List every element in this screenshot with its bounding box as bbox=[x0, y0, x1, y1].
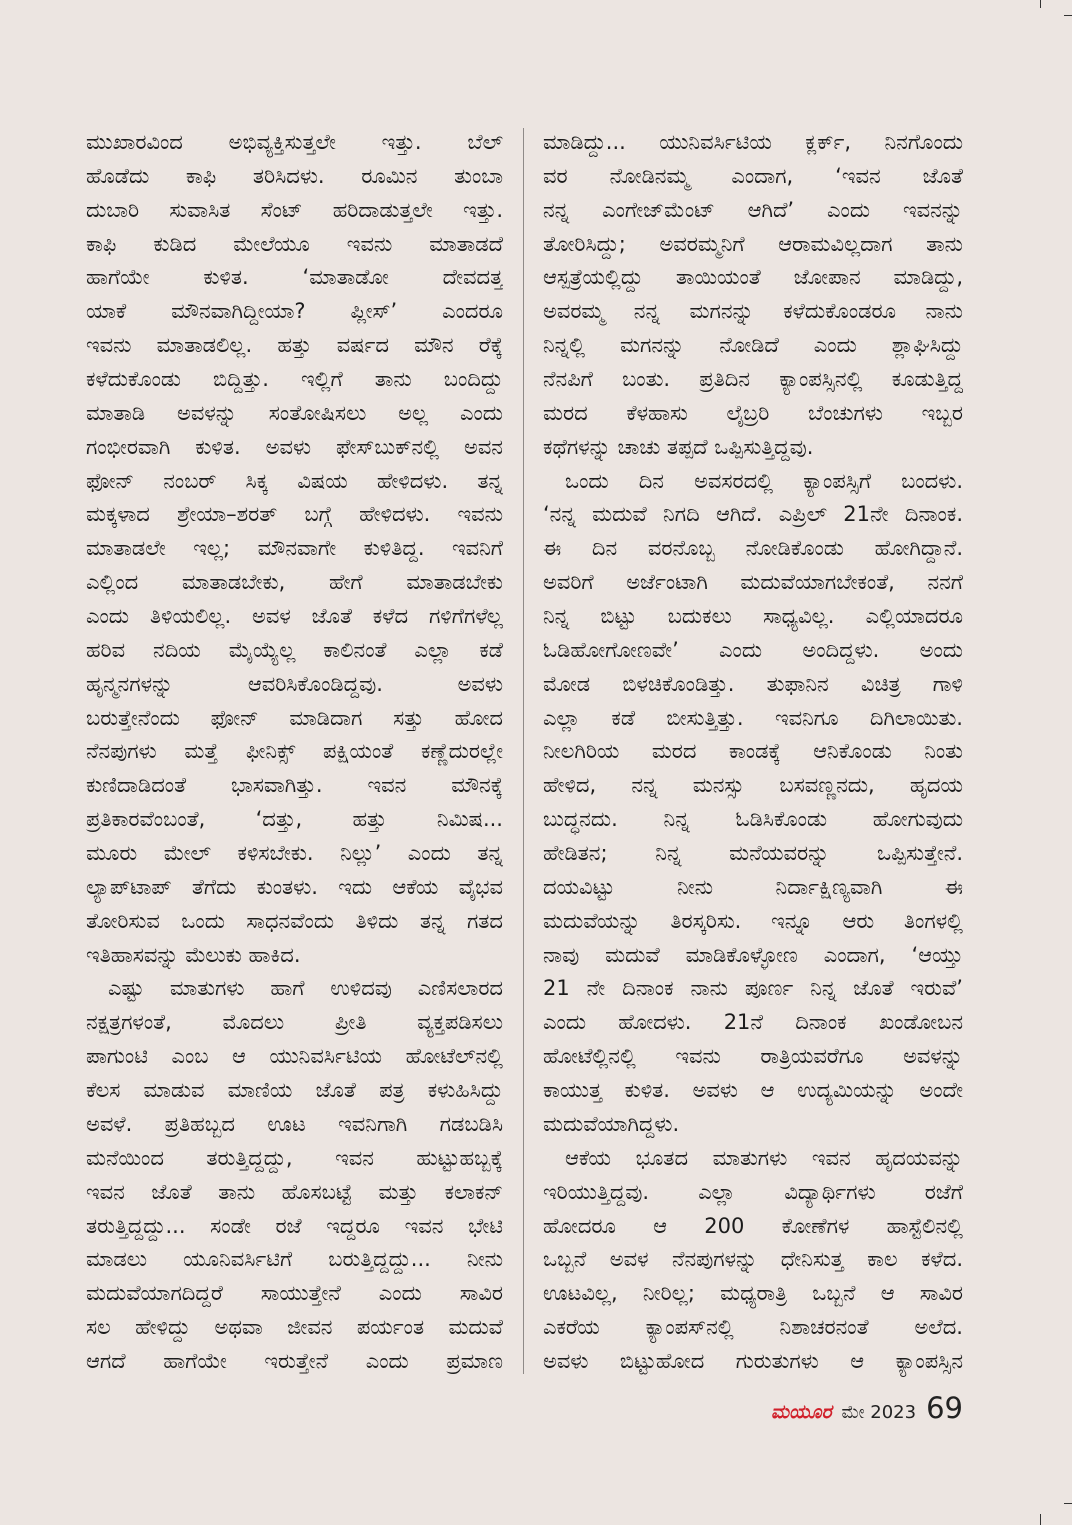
text-line: ಇತಿಹಾಸವನ್ನು ಮೆಲುಕು ಹಾಕಿದ. bbox=[86, 942, 301, 967]
text-line: ನೆನಪಿಗೆ ಬಂತು. ಪ್ರತಿದಿನ ಕ್ಯಾಂಪಸ್ಸಿನಲ್ಲಿ ಕೂಡುತ್ತಿದ್ದ bbox=[543, 367, 963, 392]
text-line: ಮಾತಾಡಲೇ ಇಲ್ಲ; ಮೌನವಾಗೇ ಕುಳಿತಿದ್ದ. ಇವನಿಗೆ bbox=[86, 536, 503, 561]
text-line: ಎಷ್ಟು ಮಾತುಗಳು ಹಾಗೆ ಉಳಿದವು ಎಣಿಸಲಾರದ bbox=[108, 976, 503, 1001]
text-line: ತರುತ್ತಿದ್ದದ್ದು... ಸಂಡೇ ರಜೆ ಇದ್ದರೂ ಇವನ ಭೇಟಿ bbox=[86, 1213, 503, 1238]
text-line: ಯಾಕೆ ಮೌನವಾಗಿದ್ದೀಯಾ? ಪ್ಲೀಸ್’ ಎಂದರೂ bbox=[86, 299, 503, 324]
text-line: ಸಲ ಹೇಳಿದ್ದು ಅಥವಾ ಜೀವನ ಪರ್ಯಂತ ಮದುವೆ bbox=[86, 1315, 503, 1340]
text-line: ಆಗದೆ ಹಾಗೆಯೇ ಇರುತ್ತೇನೆ ಎಂದು ಪ್ರಮಾಣ bbox=[86, 1348, 503, 1373]
text-line: ಬರುತ್ತೇನೆಂದು ಫೋನ್ ಮಾಡಿದಾಗ ಸತ್ತು ಹೋದ bbox=[86, 705, 503, 730]
text-line: ಮಾಡಲು ಯೂನಿವರ್ಸಿಟಿಗೆ ಬರುತ್ತಿದ್ದದ್ದು... ನೀನು bbox=[86, 1247, 503, 1272]
paragraph bbox=[543, 126, 963, 465]
text-line: ಹರಿವ ನದಿಯ ಮೈಯ್ಯೆಲ್ಲ ಕಾಲಿನಂತೆ ಎಲ್ಲಾ ಕಡೆ bbox=[86, 637, 503, 662]
text-line: ಅವರಿಗೆ ಅರ್ಜೆಂಟಾಗಿ ಮದುವೆಯಾಗಬೇಕಂತೆ, ನನಗೆ bbox=[543, 570, 963, 595]
text-line: ನನ್ನ ಎಂಗೇಜ್‌ಮೆಂಟ್ ಆಗಿದೆ’ ಎಂದು ಇವನನ್ನು bbox=[543, 197, 963, 222]
text-line: ಮದುವೆಯಾಗದಿದ್ದರೆ ಸಾಯುತ್ತೇನೆ ಎಂದು ಸಾವಿರ bbox=[86, 1281, 503, 1306]
text-line: ಇರಿಯುತ್ತಿದ್ದವು. ಎಲ್ಲಾ ವಿದ್ಯಾರ್ಥಿಗಳು ರಜೆಗೆ bbox=[543, 1179, 963, 1204]
text-line: ಮುಖಾರವಿಂದ ಅಭಿವ್ಯಕ್ತಿಸುತ್ತಲೇ ಇತ್ತು. ಬೆಲ್ bbox=[86, 130, 503, 154]
text-line: ಇವನ ಜೊತೆ ತಾನು ಹೊಸಬಟ್ಟೆ ಮತ್ತು ಕಲಾಕನ್ bbox=[86, 1179, 503, 1204]
text-line: ತೋರಿಸುವ ಒಂದು ಸಾಧನವೆಂದು ತಿಳಿದು ತನ್ನ ಗತದ bbox=[86, 908, 503, 933]
page-footer bbox=[771, 1390, 963, 1426]
text-line: ಊಟವಿಲ್ಲ, ನೀರಿಲ್ಲ; ಮಧ್ಯರಾತ್ರಿ ಒಬ್ಬನೆ ಆ ಸಾವಿರ bbox=[543, 1281, 963, 1306]
text-line: ಓಡಿಹೋಗೋಣವೇ’ ಎಂದು ಅಂದಿದ್ದಳು. ಅಂದು bbox=[543, 637, 963, 662]
text-line: ಅವಳೆ. ಪ್ರತಿಹಬ್ಬದ ಊಟ ಇವನಿಗಾಗಿ ಗಡಬಡಿಸಿ bbox=[86, 1111, 503, 1136]
text-line: ಕಾಯುತ್ತ ಕುಳಿತ. ಅವಳು ಆ ಉದ್ಯಮಿಯನ್ನು ಅಂದೇ bbox=[543, 1078, 963, 1103]
text-line: ಕಾಫಿ ಕುಡಿದ ಮೇಲೆಯೂ ಇವನು ಮಾತಾಡದೆ bbox=[86, 231, 503, 256]
text-line: ಎಲ್ಲಿಂದ ಮಾತಾಡಬೇಕು, ಹೇಗೆ ಮಾತಾಡಬೇಕು bbox=[86, 570, 503, 595]
text-line: 21 ನೇ ದಿನಾಂಕ ನಾನು ಪೂರ್ಣ ನಿನ್ನ ಜೊತೆ ಇರುವೆ’ bbox=[543, 976, 963, 1001]
text-line: ಅವಳು ಬಿಟ್ಟುಹೋದ ಗುರುತುಗಳು ಆ ಕ್ಯಾಂಪಸ್ಸಿನ bbox=[543, 1348, 963, 1373]
text-line: ಮಾಡಿದ್ದು... ಯುನಿವರ್ಸಿಟಿಯ ಕ್ಲರ್ಕ್, ನಿನಗೊಂದು bbox=[543, 130, 963, 154]
text-line: ಇವನು ಮಾತಾಡಲಿಲ್ಲ. ಹತ್ತು ವರ್ಷದ ಮೌನ ರೆಕ್ಕೆ bbox=[86, 333, 503, 358]
text-line: ‘ನನ್ನ ಮದುವೆ ನಿಗದಿ ಆಗಿದೆ. ಎಪ್ರಿಲ್ 21ನೇ ದಿನಾಂಕ. bbox=[543, 502, 963, 527]
text-line: ಮದುವೆಯನ್ನು ತಿರಸ್ಕರಿಸು. ಇನ್ನೂ ಆರು ತಿಂಗಳಲ್ಲಿ bbox=[543, 908, 963, 933]
text-line: ಫೋನ್ ನಂಬರ್ ಸಿಕ್ಕ ವಿಷಯ ಹೇಳಿದಳು. ತನ್ನ bbox=[86, 468, 503, 493]
text-line: ಮನೆಯಿಂದ ತರುತ್ತಿದ್ದದ್ದು, ಇವನ ಹುಟ್ಟುಹಬ್ಬಕ್ಕೆ bbox=[86, 1145, 503, 1170]
text-line: ಕಳೆದುಕೊಂಡು ಬಿದ್ದಿತ್ತು. ಇಲ್ಲಿಗೆ ತಾನು ಬಂದಿದ್ದು bbox=[86, 367, 503, 392]
text-line: ಒಬ್ಬನೆ ಅವಳ ನೆನಪುಗಳನ್ನು ಧೇನಿಸುತ್ತ ಕಾಲ ಕಳೆದ. bbox=[543, 1247, 963, 1272]
text-line: ನಿನ್ನಲ್ಲಿ ಮಗನನ್ನು ನೋಡಿದೆ ಎಂದು ಶ್ಲಾಘಿಸಿದ್ದು bbox=[543, 333, 963, 358]
text-line: ಕಥೆಗಳನ್ನು ಚಾಚು ತಪ್ಪದೆ ಒಪ್ಪಿಸುತ್ತಿದ್ದವು. bbox=[543, 434, 814, 459]
text-line: ಒಂದು ದಿನ ಅವಸರದಲ್ಲಿ ಕ್ಯಾಂಪಸ್ಸಿಗೆ ಬಂದಳು. bbox=[565, 468, 963, 493]
issue-date: ಮೇ 2023 bbox=[841, 1402, 917, 1423]
text-line: ಎಂದು ತಿಳಿಯಲಿಲ್ಲ. ಅವಳ ಜೊತೆ ಕಳೆದ ಗಳಿಗೆಗಳೆಲ್ಲ bbox=[86, 604, 503, 629]
column-divider bbox=[523, 128, 524, 1374]
text-line: ಎಲ್ಲಾ ಕಡೆ ಬೀಸುತ್ತಿತ್ತು. ಇವನಿಗೂ ದಿಗಿಲಾಯಿತು. bbox=[543, 705, 963, 730]
magazine-logo: ಮಯೂರ bbox=[770, 1401, 832, 1423]
page-number: 69 bbox=[926, 1391, 963, 1425]
text-line: ಕೆಲಸ ಮಾಡುವ ಮಾಣಿಯ ಜೊತೆ ಪತ್ರ ಕಳುಹಿಸಿದ್ದು bbox=[86, 1078, 503, 1103]
left-column bbox=[86, 126, 503, 1379]
right-column bbox=[543, 126, 963, 1379]
text-line: ಹೇಡಿತನ; ನಿನ್ನ ಮನೆಯವರನ್ನು ಒಪ್ಪಿಸುತ್ತೇನೆ. bbox=[543, 841, 963, 866]
text-line: ಹೋದರೂ ಆ 200 ಕೋಣೆಗಳ ಹಾಸ್ಟೆಲಿನಲ್ಲಿ bbox=[543, 1213, 963, 1238]
text-line: ನಿನ್ನ ಬಿಟ್ಟು ಬದುಕಲು ಸಾಧ್ಯವಿಲ್ಲ. ಎಲ್ಲಿಯಾದರೂ bbox=[543, 604, 963, 629]
text-line: ದುಬಾರಿ ಸುವಾಸಿತ ಸೆಂಟ್ ಹರಿದಾಡುತ್ತಲೇ ಇತ್ತು. bbox=[86, 197, 503, 222]
paragraph bbox=[543, 465, 963, 1142]
text-line: ಅವರಮ್ಮ ನನ್ನ ಮಗನನ್ನು ಕಳೆದುಕೊಂಡರೂ ನಾನು bbox=[543, 299, 963, 324]
text-line: ಮೂರು ಮೇಲ್ ಕಳಿಸಬೇಕು. ನಿಲ್ಲು’ ಎಂದು ತನ್ನ bbox=[86, 841, 503, 866]
crop-mark bbox=[1040, 1514, 1041, 1525]
text-line: ಮರದ ಕೆಳಹಾಸು ಲೈಬ್ರರಿ ಬೆಂಚುಗಳು ಇಬ್ಬರ bbox=[543, 400, 963, 425]
text-line: ಹೊಡೆದು ಕಾಫಿ ತರಿಸಿದಳು. ರೂಮಿನ ತುಂಬಾ bbox=[86, 163, 503, 188]
text-line: ಆಸ್ಪತ್ರೆಯಲ್ಲಿದ್ದು ತಾಯಿಯಂತೆ ಜೋಪಾನ ಮಾಡಿದ್ದು, bbox=[543, 265, 963, 290]
text-line: ಲ್ಯಾಪ್‌ಟಾಪ್ ತೆಗೆದು ಕುಂತಳು. ಇದು ಆಕೆಯ ವೈಭವ bbox=[86, 874, 503, 899]
crop-mark bbox=[1064, 15, 1072, 16]
crop-mark bbox=[1040, 0, 1041, 8]
text-line: ಮದುವೆಯಾಗಿದ್ದಳು. bbox=[543, 1111, 680, 1136]
text-line: ಪಾಗುಂಟಿ ಎಂಬ ಆ ಯುನಿವರ್ಸಿಟಿಯ ಹೋಟೆಲ್‌ನಲ್ಲಿ bbox=[86, 1044, 503, 1069]
text-line: ಪ್ರತಿಕಾರವೆಂಬಂತೆ, ‘ದತ್ತು, ಹತ್ತು ನಿಮಿಷ... bbox=[86, 807, 503, 832]
text-line: ಈ ದಿನ ವರನೊಬ್ಬ ನೋಡಿಕೊಂಡು ಹೋಗಿದ್ದಾನೆ. bbox=[543, 536, 963, 561]
text-line: ನೆನಪುಗಳು ಮತ್ತೆ ಫೀನಿಕ್ಸ್ ಪಕ್ಷಿಯಂತೆ ಕಣ್ಣೆದುರಲ್ಲೇ bbox=[86, 739, 503, 764]
text-line: ಮಕ್ಕಳಾದ ಶ್ರೇಯಾ–ಶರತ್ ಬಗ್ಗೆ ಹೇಳಿದಳು. ಇವನು bbox=[86, 502, 503, 527]
text-line: ವರ ನೋಡಿನಮ್ಮ ಎಂದಾಗ, ‘ಇವನ ಜೊತೆ bbox=[543, 163, 963, 188]
text-line: ಹಾಗೆಯೇ ಕುಳಿತ. ‘ಮಾತಾಡೋ ದೇವದತ್ತ bbox=[86, 265, 503, 290]
crop-mark bbox=[1064, 1503, 1072, 1504]
text-line: ಮಾತಾಡಿ ಅವಳನ್ನು ಸಂತೋಷಿಸಲು ಅಲ್ಲ ಎಂದು bbox=[86, 400, 503, 425]
text-line: ಹೃನ್ಮನಗಳನ್ನು ಆವರಿಸಿಕೊಂಡಿದ್ದವು. ಅವಳು bbox=[86, 671, 503, 696]
text-line: ಮೋಡ ಬಿಳಚಿಕೊಂಡಿತ್ತು. ತುಫಾನಿನ ವಿಚಿತ್ರ ಗಾಳಿ bbox=[543, 671, 963, 696]
text-line: ದಯವಿಟ್ಟು ನೀನು ನಿರ್ದಾಕ್ಷಿಣ್ಯವಾಗಿ ಈ bbox=[543, 874, 963, 899]
text-line: ನೀಲಗಿರಿಯ ಮರದ ಕಾಂಡಕ್ಕೆ ಆನಿಕೊಂಡು ನಿಂತು bbox=[543, 739, 963, 764]
text-line: ಹೇಳಿದ, ನನ್ನ ಮನಸ್ಸು ಬಸವಣ್ಣನದು, ಹೃದಯ bbox=[543, 773, 963, 798]
text-line: ಎಕರೆಯ ಕ್ಯಾಂಪಸ್‌ನಲ್ಲಿ ನಿಶಾಚರನಂತೆ ಅಲೆದ. bbox=[543, 1315, 963, 1340]
paragraph bbox=[543, 1142, 963, 1379]
text-line: ಬುದ್ಧನದು. ನಿನ್ನ ಓಡಿಸಿಕೊಂಡು ಹೋಗುವುದು bbox=[543, 807, 963, 832]
text-line: ಗಂಭೀರವಾಗಿ ಕುಳಿತ. ಅವಳು ಫೇಸ್‌ಬುಕ್‌ನಲ್ಲಿ ಅವನ bbox=[86, 434, 503, 459]
text-line: ಆಕೆಯ ಭೂತದ ಮಾತುಗಳು ಇವನ ಹೃದಯವನ್ನು bbox=[565, 1145, 963, 1170]
text-line: ಹೋಟೆಲ್ಲಿನಲ್ಲಿ ಇವನು ರಾತ್ರಿಯವರೆಗೂ ಅವಳನ್ನು bbox=[543, 1044, 963, 1069]
text-line: ನಕ್ಷತ್ರಗಳಂತೆ, ಮೊದಲು ಪ್ರೀತಿ ವ್ಯಕ್ತಪಡಿಸಲು bbox=[86, 1010, 503, 1035]
text-line: ಕುಣಿದಾಡಿದಂತೆ ಭಾಸವಾಗಿತ್ತು. ಇವನ ಮೌನಕ್ಕೆ bbox=[86, 773, 503, 798]
text-line: ಎಂದು ಹೋದಳು. 21ನೆ ದಿನಾಂಕ ಖಂಡೋಬನ bbox=[543, 1010, 963, 1035]
text-line: ತೋರಿಸಿದ್ದು; ಅವರಮ್ಮನಿಗೆ ಆರಾಮವಿಲ್ಲದಾಗ ತಾನು bbox=[543, 231, 963, 256]
paragraph bbox=[86, 972, 503, 1378]
paragraph bbox=[86, 126, 503, 972]
text-line: ನಾವು ಮದುವೆ ಮಾಡಿಕೊಳ್ಳೋಣ ಎಂದಾಗ, ‘ಆಯ್ತು bbox=[543, 942, 963, 967]
